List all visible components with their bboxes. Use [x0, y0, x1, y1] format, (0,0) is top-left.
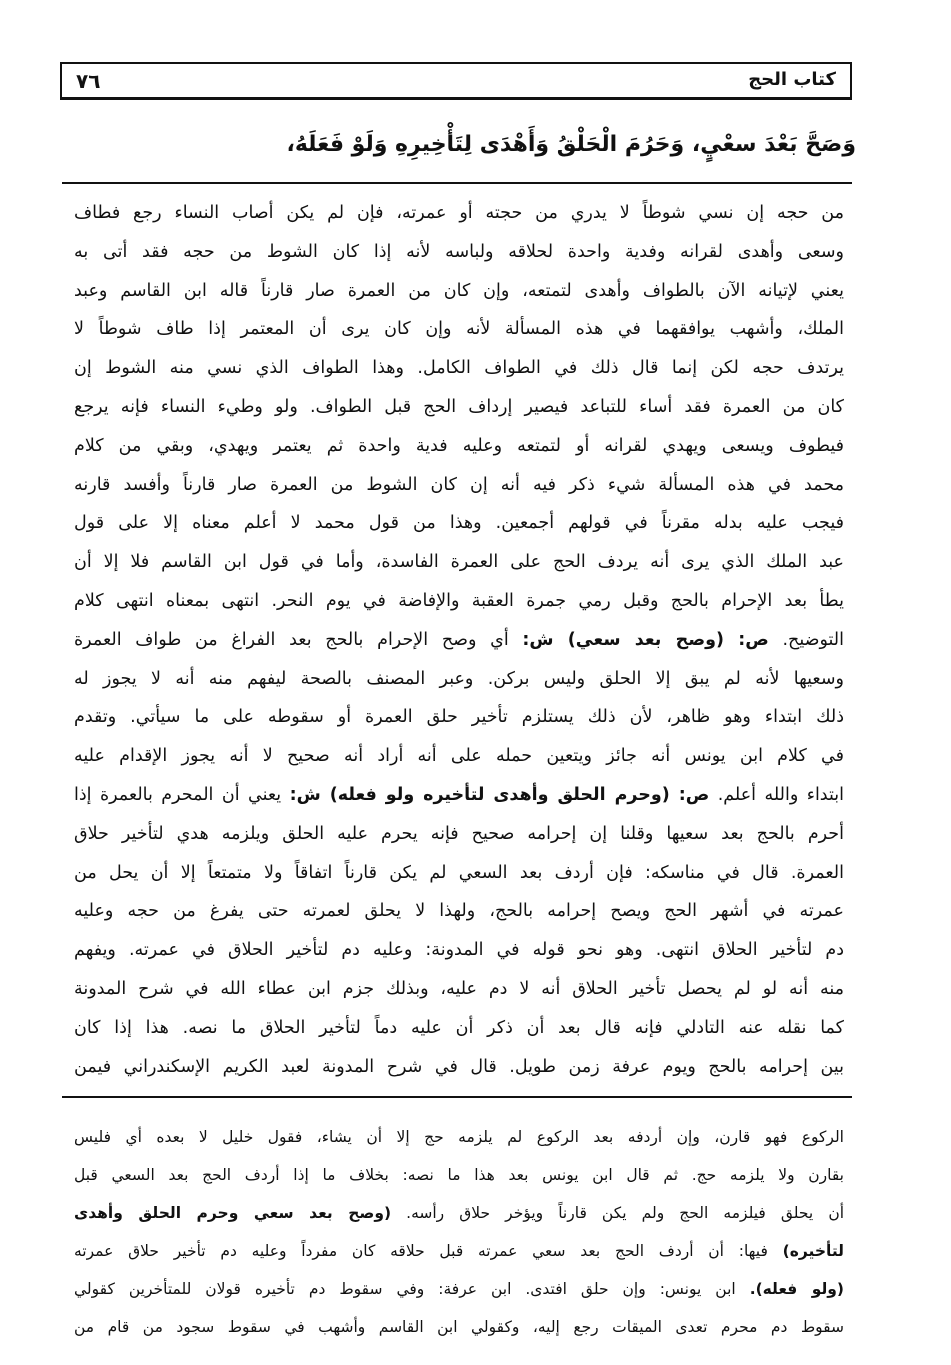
text-segment: محمد في هذه المسألة شيء ذكر فيه أنه إن كان الشوط من العمرة صار قارناً وأفسد قارنه	[74, 474, 844, 495]
text-segment: ذلك ابتداء وهو ظاهر، لأن ذلك يستلزم تأخير حلق العمرة أو سقوطه على ما سيأتي. وتقدم	[74, 707, 844, 728]
text-line	[74, 854, 844, 893]
bold-quote: (ولو فعله).	[749, 1280, 844, 1298]
text-line	[74, 776, 844, 815]
text-segment: ابن يونس: وإن حلق افتدى. ابن عرفة: وفي سقوط دم تأخيره قولان للمتأخرين كقولي	[74, 1280, 750, 1298]
main-text	[74, 194, 844, 1086]
text-line	[74, 1048, 844, 1087]
text-line	[74, 621, 844, 660]
text-segment: ابتداء والله أعلم.	[709, 784, 845, 805]
text-line	[74, 1232, 844, 1270]
text-segment: فيطوف ويسعى ويهدي لقرانه أو لتمتعه وعليه فدية واحدة ثم يعتمر ويهدي، وبقي من كلام	[74, 435, 844, 456]
text-segment: يعني أن المحرم بالعمرة إذا	[74, 784, 290, 805]
text-segment: فيها: أن أردف الحج بعد سعي عمرته قبل حلاقه كان مفرداً وعليه دم تأخير حلاق عمرته	[74, 1242, 783, 1260]
text-segment: يرتدف حجه لكن إنما قال ذلك في الطواف الكامل. وهذا الطواف الذي نسي منه الشوط إن	[74, 358, 844, 379]
text-line	[74, 388, 844, 427]
text-line	[74, 1118, 844, 1156]
matn-verse: وَصَحَّ بَعْدَ سعْيٍ، وَحَرُمَ الْحَلْقُ وَأَهْدَى لِتَأْخِيرِهِ وَلَوْ فَعَلَهُ،	[286, 132, 856, 157]
text-line	[74, 931, 844, 970]
text-segment: يطأ بعد الإحرام بالحج وقبل رمي جمرة العقبة والإفاضة في يوم النحر. انتهى بمعناه انتهى كلام	[74, 590, 844, 611]
bold-quote: لتأخيره)	[782, 1242, 844, 1260]
text-line	[74, 892, 844, 931]
text-line	[74, 504, 844, 543]
text-line	[74, 970, 844, 1009]
text-segment: كما نقله عنه التادلي فإنه قال بعد أن ذكر أن عليه دماً لتأخير الحلاق ما نصه. هذا إذا كان	[74, 1017, 844, 1038]
text-line	[74, 194, 844, 233]
text-line	[74, 310, 844, 349]
text-line	[74, 272, 844, 311]
text-segment: من حجه إن نسي شوطاً لا يدري من حجته أو عمرته، فإن لم يكن أصاب النساء رجع فطاف	[74, 203, 844, 223]
footnote-text	[74, 1118, 844, 1346]
book-title: كتاب الحج	[748, 69, 836, 90]
text-line	[74, 660, 844, 699]
text-segment: يعني لإتيانه الآن بالطواف وأهدى لتمتعه، وإن كان من العمرة صار قارناً قاله ابن القاسم وعبد	[74, 280, 844, 301]
text-segment: وسعيها لأنه لم يبق إلا الحلق وليس بركن. وعبر المصنف بالصحة ليفهم منه أنه لا يجوز له	[74, 668, 844, 689]
text-line	[74, 737, 844, 776]
text-line	[74, 1156, 844, 1194]
bold-quote: (وصح بعد سعي وحرم الحلق وأهدى	[74, 1204, 392, 1222]
text-segment: في كلام ابن يونس أنه جائز ويتعين حمله على أنه أراد أنه صحيح لا أنه يجوز الإقدام عليه	[74, 746, 844, 767]
bold-quote: ص: (وصح بعد سعي) ش:	[522, 629, 769, 650]
text-line	[74, 1194, 844, 1232]
text-segment: أحرم بالحج بعد سعيها وقلنا إن إحرامه صحيح فإنه يحرم عليه الحلق ويلزمه هدي لتأخير حلاق	[74, 823, 844, 844]
text-segment: التوضيح.	[768, 629, 845, 650]
text-segment: بين إحرامه بالحج ويوم عرفة زمن طويل. قال في شرح المدونة لعبد الكريم الإسكندراني فيمن	[74, 1056, 844, 1077]
text-segment: كان من العمرة فقد أساء للتباعد فيصير إرداف الحج قبل الطواف. ولو وطيء النساء فإنه يرجع	[74, 396, 844, 417]
text-segment: عمرته في أشهر الحج ويصح إحرامه بالحج، ولهذا لا يحلق لعمرته حتى يفرغ من حجه وعليه	[74, 901, 844, 922]
text-segment: سقوط دم محرم تعدى الميقات رجع إليه، وكقولي ابن القاسم وأشهب في سقوط سجود من قام من	[74, 1318, 844, 1336]
text-line	[74, 1009, 844, 1048]
text-segment: أن يحلق فيلزمه الحج ولم يكن قارناً ويؤخر حلاق رأسه.	[391, 1204, 845, 1222]
text-segment: منه أنه لو لم يحصل تأخير الحلاق أنه لا دم عليه، وبذلك جزم ابن عطاء الله في شرح المدونة	[74, 978, 844, 999]
text-line	[74, 815, 844, 854]
text-segment: دم لتأخير الحلاق انتهى. وهو نحو قوله في المدونة: وعليه دم لتأخير الحلاق في عمرته. ويفهم	[74, 940, 844, 961]
page-number: ٧٦	[76, 69, 101, 93]
text-line	[74, 1270, 844, 1308]
text-segment: فيجب عليه بدله مقرناً في قولهم أجمعين. وهذا من قول محمد لا أعلم معناه إلا على قول	[74, 513, 844, 534]
bold-quote: ص: (وحرم الحلق وأهدى لتأخيره ولو فعله) ش:	[289, 784, 710, 805]
text-segment: الملك، وأشهب يوافقهما في هذه المسألة لأنه وإن كان يرى أن المعتمر إذا طاف شوطاً لا	[74, 319, 844, 340]
verse-divider	[62, 182, 852, 184]
footnote-divider	[62, 1096, 852, 1098]
page-header	[60, 62, 852, 100]
text-line	[74, 349, 844, 388]
text-segment: الركوع فهو قارن، وإن أردفه بعد الركوع لم يلزمه حج إلا أن يشاء، فقول خليل لا بعده أي فليس	[74, 1128, 844, 1146]
text-segment: عبد الملك الذي يرى أنه يردف الحج على العمرة الفاسدة، وأما في قول ابن القاسم فلا إلا أن	[74, 552, 844, 573]
text-line	[74, 582, 844, 621]
text-line	[74, 427, 844, 466]
text-line	[74, 466, 844, 505]
text-segment: بقارن ولا يلزمه حج. ثم قال ابن يونس بعد هذا ما نصه: بخلاف ما إذا أردف الحج بعد السعي قبل	[74, 1166, 844, 1184]
text-line	[74, 1308, 844, 1346]
text-line	[74, 543, 844, 582]
text-segment: وسعى وأهدى لقرانه وفدية واحدة لحلاقه ولباسه لأنه إذا كان الشوط من حجه فقد أتى به	[74, 241, 844, 262]
text-line	[74, 698, 844, 737]
text-segment: العمرة. قال في مناسكه: فإن أردف بعد السعي لم يكن قارناً اتفاقاً ولا متمتعاً إلا أن يحل من	[74, 862, 844, 883]
text-line	[74, 233, 844, 272]
text-segment: أي وصح الإحرام بالحج بعد الفراغ من طواف العمرة	[74, 629, 523, 650]
